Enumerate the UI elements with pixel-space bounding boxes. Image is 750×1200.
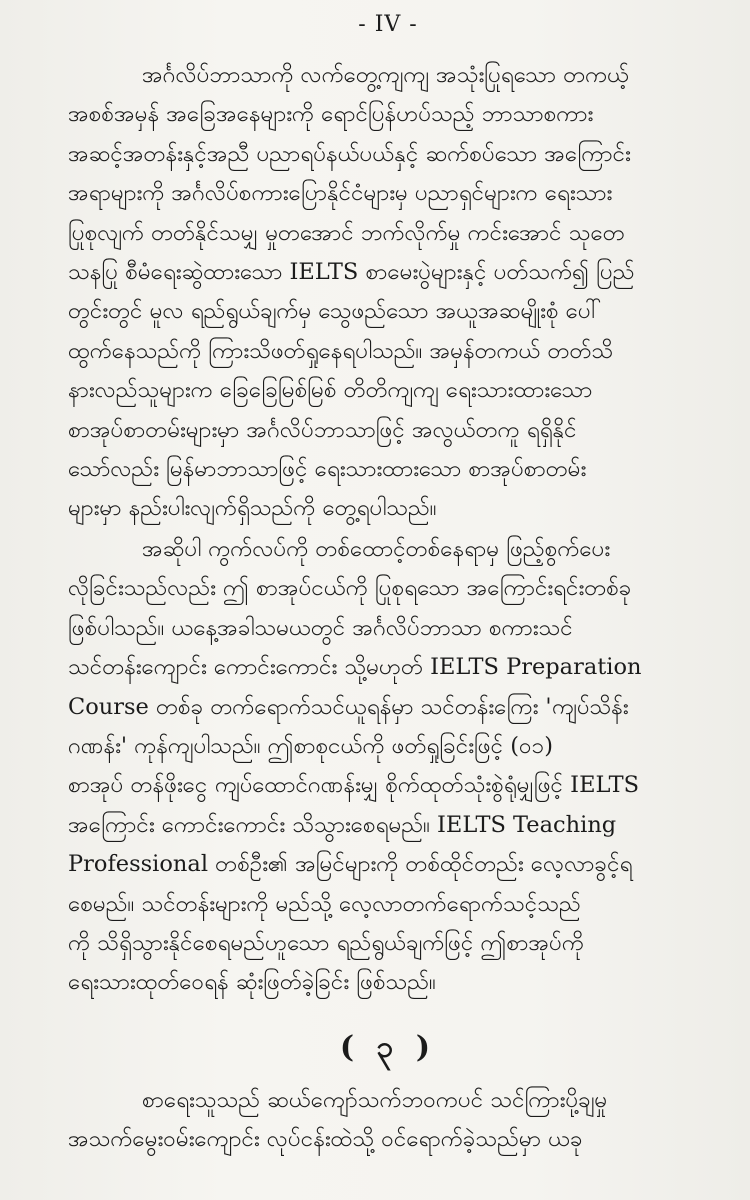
text-line: တွင်းတွင် မူလ ရည်ရွယ်ချက်မှ သွေဖည်သော အယူအဆမျိုးစုံ ပေါ် (68, 298, 601, 325)
section-marker: ( ၃ ) (339, 1029, 437, 1065)
text-line: အကြောင်း ကောင်းကောင်း သိသွားစေရမည်။ IELTS Teaching (68, 811, 617, 838)
text-line: စာအုပ်စာတမ်းများမှာ အင်္ဂလိပ်ဘာသာဖြင့် အလွယ်တကူ ရရှိနိုင် (68, 416, 577, 443)
text-line: အသက်မွေးဝမ်းကျောင်း လုပ်ငန်းထဲသို့ ဝင်ရောက်ခဲ့သည်မှာ ယခု (68, 1126, 583, 1153)
text-line: သင်တန်းကျောင်း ကောင်းကောင်း သို့မဟုတ် IELTS Preparation (68, 654, 642, 681)
text-line: လိုခြင်းသည်လည်း ဤ စာအုပ်ငယ်ကို ပြုစုရသော အကြောင်းရင်းတစ်ခု (68, 575, 632, 602)
text-line: စေမည်။ သင်တန်းများကို မည်သို့ လေ့လာတက်ရောက်သင့်သည် (68, 890, 581, 917)
text-line: စာအုပ် တန်ဖိုးငွေ ကျပ်ထောင်ဂဏန်းမျှ စိုက်ထုတ်သုံးစွဲရုံမျှဖြင့် IELTS (68, 772, 640, 799)
text-line: ကို သိရှိသွားနိုင်စေရမည်ဟူသော ရည်ရွယ်ချက်ဖြင့် ဤစာအုပ်ကို (68, 929, 584, 956)
text-line: အစစ်အမှန် အခြေအနေများကို ရောင်ပြန်ဟပ်သည့် ဘာသာစကား (68, 101, 594, 128)
text-line: အဆိုပါ ကွက်လပ်ကို တစ်ထောင့်တစ်နေရာမှ ဖြည့်စွက်ပေး (142, 535, 611, 562)
text-line: သနပြု စီမံရေးဆွဲထားသော IELTS စာမေးပွဲများနှင့် ပတ်သက်၍ ပြည် (68, 259, 635, 286)
page-number: - IV - (358, 12, 418, 37)
paragraph-1 (68, 56, 708, 529)
paragraph-2 (68, 530, 708, 1003)
text-line: အဆင့်အတန်းနှင့်အညီ ပညာရပ်နယ်ပယ်နှင့် ဆက်စပ်သော အကြောင်း (68, 140, 631, 167)
text-line: အင်္ဂလိပ်ဘာသာကို လက်တွေ့ကျကျ အသုံးပြုရသော တကယ့် (142, 62, 629, 88)
paragraph-3 (68, 1081, 708, 1160)
text-line: Professional တစ်ဦး၏ အမြင်များကို တစ်ထိုင်တည်း လေ့လာခွင့်ရ (68, 851, 633, 878)
text-line: ပြုစုလျက် တတ်နိုင်သမျှ မှုတအောင် ဘက်လိုက်မှု ကင်းအောင် သုတေ (68, 219, 625, 246)
text-line: များမှာ နည်းပါးလျက်ရှိသည်ကို တွေ့ရပါသည်။ (68, 495, 437, 522)
text-line: ရေးသားထုတ်ဝေရန် ဆုံးဖြတ်ခဲ့ခြင်း ဖြစ်သည်။ (68, 969, 436, 996)
text-line: ဂဏန်း' ကုန်ကျပါသည်။ ဤစာစုငယ်ကို ဖတ်ရှုခြင်းဖြင့် (၀၁) (68, 732, 554, 759)
text-line: စာရေးသူသည် ဆယ်ကျော်သက်ဘဝကပင် သင်ကြားပို့ချမှု (142, 1086, 608, 1113)
text-line: Course တစ်ခု တက်ရောက်သင်ယူရန်မှာ သင်တန်းကြေး 'ကျပ်သိန်း (68, 693, 629, 720)
text-line: နားလည်သူများက ခြေခြေမြစ်မြစ် တိတိကျကျ ရေးသားထားသော (68, 377, 593, 404)
text-line: ထွက်နေသည်ကို ကြားသိဖတ်ရှုနေရပါသည်။ အမှန်တကယ် တတ်သိ (68, 337, 614, 364)
text-line: အရာများကို အင်္ဂလိပ်စကားပြောနိုင်ငံများမှ ပညာရှင်များက ရေးသား (68, 180, 613, 207)
text-line: ဖြစ်ပါသည်။ ယနေ့အခါသမယတွင် အင်္ဂလိပ်ဘာသာ စကားသင် (68, 614, 573, 641)
text-line: သော်လည်း မြန်မာဘာသာဖြင့် ရေးသားထားသော စာအုပ်စာတမ်း (68, 456, 587, 483)
